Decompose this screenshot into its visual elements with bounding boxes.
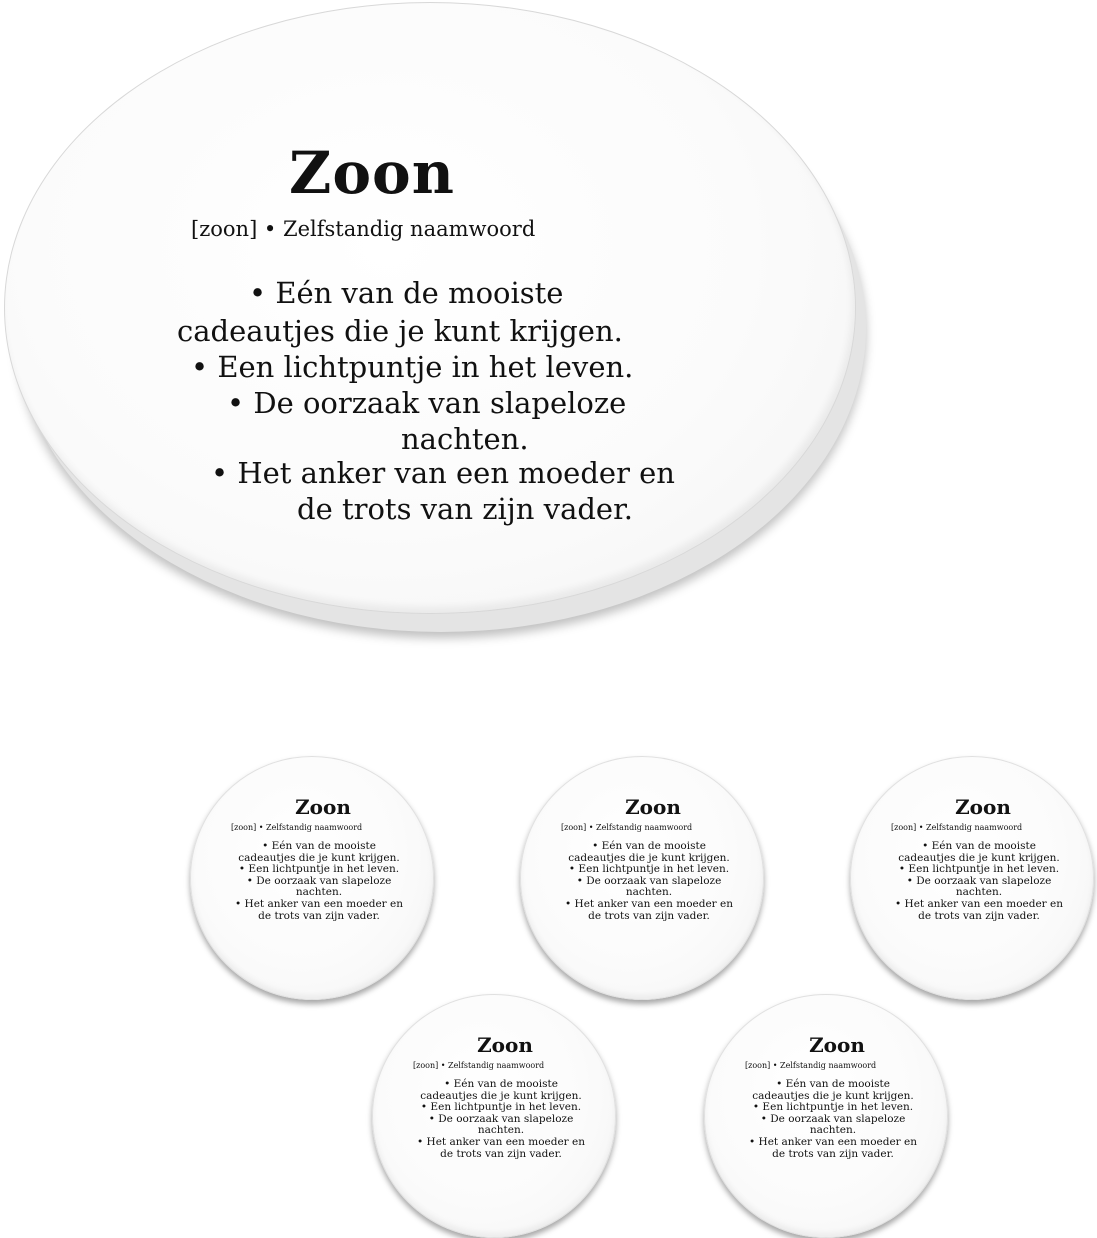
coaster-title: Zoon	[295, 795, 351, 819]
definition-line: cadeautjes die je kunt krijgen.	[238, 851, 400, 864]
small-coaster	[190, 756, 434, 1000]
definition-line: • De oorzaak van slapeloze	[246, 874, 392, 887]
definition-line: de trots van zijn vader.	[297, 492, 633, 526]
definition-line: • Een lichtpuntje in het leven.	[420, 1101, 582, 1114]
definition-line: • De oorzaak van slapeloze	[227, 386, 627, 420]
definition-line: nachten.	[809, 1124, 857, 1137]
coaster-subtitle: [zoon] • Zelfstandig naamwoord	[891, 823, 1023, 832]
definition-line: • Eén van de mooiste	[262, 840, 376, 852]
definition-line: de trots van zijn vader.	[918, 909, 1040, 922]
definition-line: • Het anker van een moeder en	[749, 1135, 917, 1148]
definition-line: • De oorzaak van slapeloze	[428, 1112, 574, 1125]
definition-line: de trots van zijn vader.	[440, 1147, 562, 1160]
definition-line: • Een lichtpuntje in het leven.	[898, 863, 1060, 876]
coaster-subtitle: [zoon] • Zelfstandig naamwoord	[231, 823, 363, 832]
coaster-subtitle: [zoon] • Zelfstandig naamwoord	[191, 217, 536, 241]
definition-line: • De oorzaak van slapeloze	[576, 874, 722, 887]
definition-line: nachten.	[955, 886, 1003, 899]
definition-line: nachten.	[477, 1124, 525, 1137]
coaster-title: Zoon	[289, 139, 455, 207]
definition-line: nachten.	[401, 422, 529, 456]
definition-line: • De oorzaak van slapeloze	[760, 1112, 906, 1125]
definition-line: • Een lichtpuntje in het leven.	[191, 350, 634, 384]
definition-line: • Het anker van een moeder en	[565, 897, 733, 910]
small-coaster	[850, 756, 1094, 1000]
definition-line: • Het anker van een moeder en	[211, 456, 675, 490]
definition-line: cadeautjes die je kunt krijgen.	[568, 851, 730, 864]
definition-line: • Een lichtpuntje in het leven.	[238, 863, 400, 876]
definition-line: cadeautjes die je kunt krijgen.	[752, 1089, 914, 1102]
coaster-subtitle: [zoon] • Zelfstandig naamwoord	[745, 1061, 877, 1070]
coaster-title: Zoon	[955, 795, 1011, 819]
definition-line: nachten.	[625, 886, 673, 899]
definition-lines	[219, 841, 419, 922]
coaster-subtitle: [zoon] • Zelfstandig naamwoord	[413, 1061, 545, 1070]
small-coaster	[520, 756, 764, 1000]
definition-line: cadeautjes die je kunt krijgen.	[898, 851, 1060, 864]
definition-line: • Het anker van een moeder en	[417, 1135, 585, 1148]
coaster-title: Zoon	[477, 1033, 533, 1057]
definition-line: • Eén van de mooiste	[776, 1078, 890, 1090]
definition-line: • Eén van de mooiste	[444, 1078, 558, 1090]
large-coaster	[4, 2, 864, 630]
definition-line: • Een lichtpuntje in het leven.	[568, 863, 730, 876]
coaster-subtitle: [zoon] • Zelfstandig naamwoord	[561, 823, 693, 832]
large-coaster-face	[4, 2, 856, 614]
definition-line: cadeautjes die je kunt krijgen.	[177, 314, 623, 348]
definition-line: de trots van zijn vader.	[588, 909, 710, 922]
definition-line: cadeautjes die je kunt krijgen.	[420, 1089, 582, 1102]
definition-line: nachten.	[295, 886, 343, 899]
definition-line: • Een lichtpuntje in het leven.	[752, 1101, 914, 1114]
small-coaster	[372, 994, 616, 1238]
definition-lines	[401, 1079, 601, 1160]
definition-line: • Het anker van een moeder en	[235, 897, 403, 910]
definition-line: • Eén van de mooiste	[592, 840, 706, 852]
definition-line: de trots van zijn vader.	[258, 909, 380, 922]
definition-lines	[549, 841, 749, 922]
definition-lines	[733, 1079, 933, 1160]
small-coaster	[704, 994, 948, 1238]
definition-line: de trots van zijn vader.	[772, 1147, 894, 1160]
definition-line: • De oorzaak van slapeloze	[906, 874, 1052, 887]
coaster-title: Zoon	[625, 795, 681, 819]
definition-lines	[879, 841, 1079, 922]
definition-line: • Het anker van een moeder en	[895, 897, 1063, 910]
definition-line: • Eén van de mooiste	[922, 840, 1036, 852]
coaster-title: Zoon	[809, 1033, 865, 1057]
definition-line: • Eén van de mooiste	[249, 276, 564, 310]
